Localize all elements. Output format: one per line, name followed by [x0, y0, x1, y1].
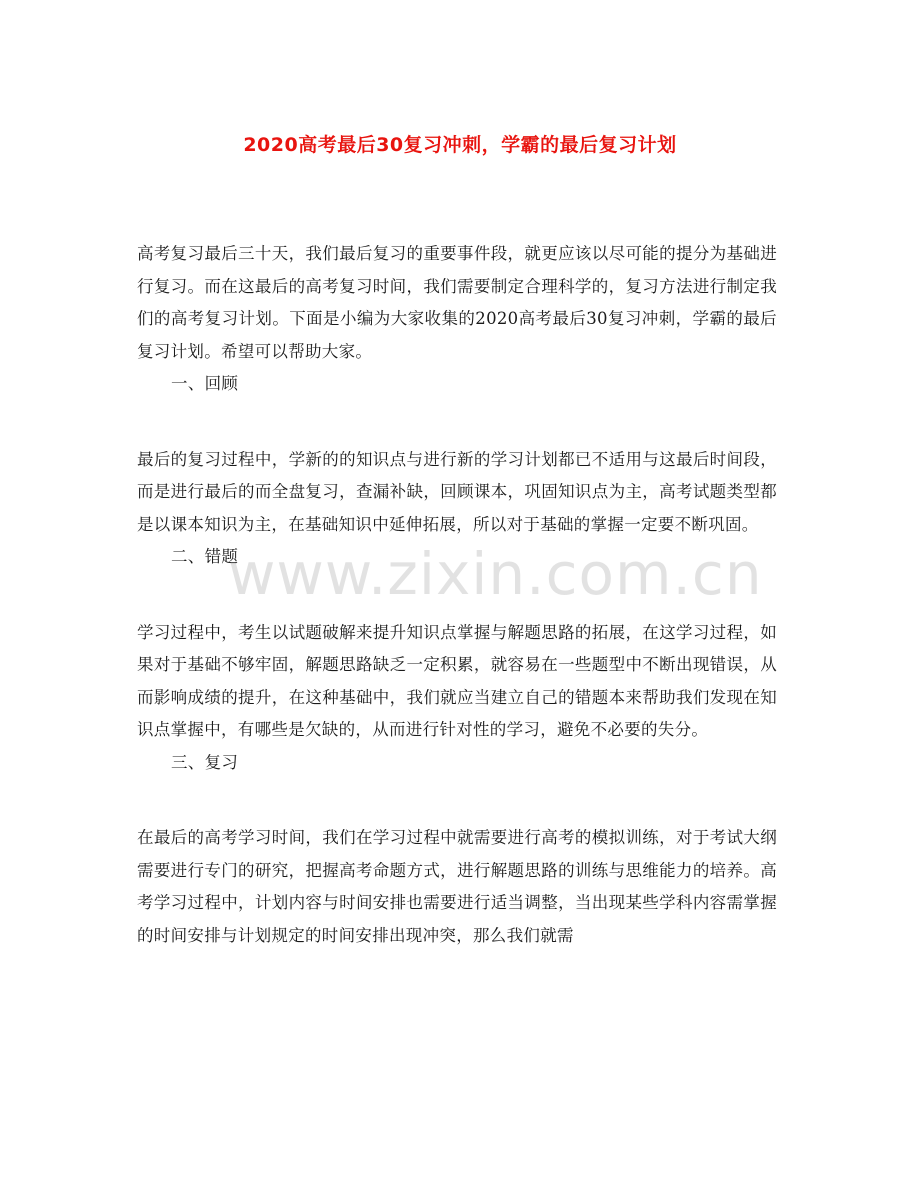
section-heading-review: 一、回顾	[171, 374, 239, 393]
section-body-review: 最后的复习过程中，学新的的知识点与进行新的学习计划都已不适用与这最后时间段，而是进行最后的而全盘复习，查漏补缺，回顾课本，巩固知识点为主，高考试题类型都是以课本知识为主，在基础知识中延伸拓展，所以对于基础的掌握一定要不断巩固。	[137, 449, 777, 534]
document-title: 2020高考最后30复习冲刺，学霸的最后复习计划	[243, 134, 677, 156]
paragraph-gap	[137, 779, 777, 822]
section-body-mistakes: 学习过程中，考生以试题破解来提升知识点掌握与解题思路的拓展，在这学习过程，如果对于基础不够牢固，解题思路缺乏一定积累，就容易在一些题型中不断出现错误，从而影响成绩的提升，在这种基础中，我们就应当建立自己的错题本来帮助我们发现在知识点掌握中，有哪些是欠缺的，从而进行针对性的学习，避免不必要的失分。	[137, 622, 777, 739]
section-heading-revision: 三、复习	[171, 752, 239, 772]
document-body	[137, 238, 777, 952]
paragraph-gap	[137, 401, 777, 444]
section-heading-mistakes: 二、错题	[171, 547, 239, 566]
watermark: www.zixin.com.cn	[228, 540, 763, 608]
intro-paragraph: 高考复习最后三十天，我们最后复习的重要事件段，就更应该以尽可能的提分为基础进行复习。而在这最后的高考复习时间，我们需要制定合理科学的，复习方法进行制定我们的高考复习计划。下面是小编为大家收集的2020高考最后30复习冲刺，学霸的最后复习计划。希望可以帮助大家。	[137, 244, 777, 361]
section-body-revision: 在最后的高考学习时间，我们在学习过程中就需要进行高考的模拟训练，对于考试大纲需要进行专门的研究，把握高考命题方式，进行解题思路的训练与思维能力的培养。高考学习过程中，计划内容与时间安排也需要进行适当调整，当出现某些学科内容需掌握的时间安排与计划规定的时间安排出现冲突，那么我们就需	[137, 828, 777, 945]
paragraph-gap	[137, 574, 777, 617]
